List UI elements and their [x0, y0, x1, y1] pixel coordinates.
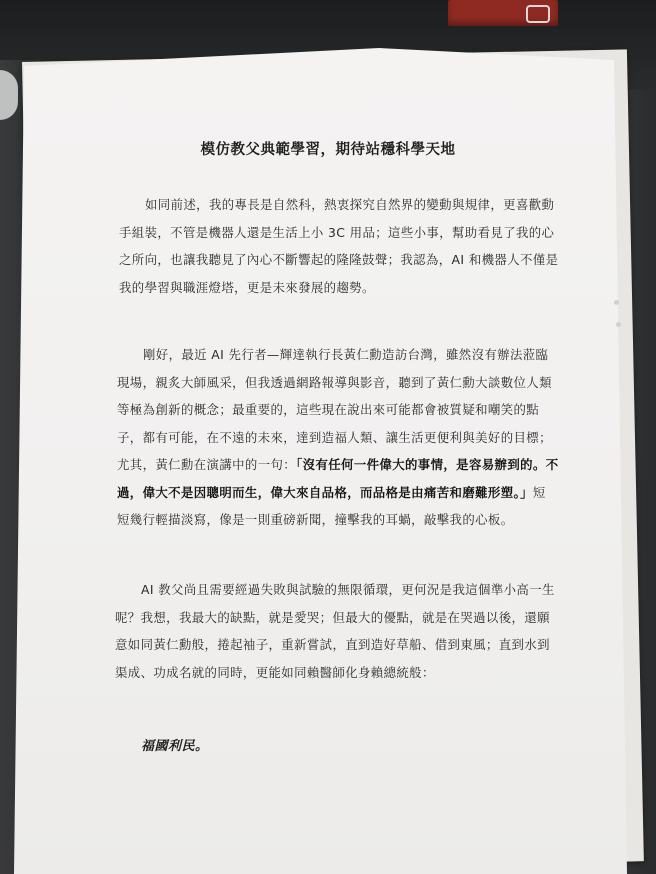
paper-hole-mark	[616, 322, 621, 327]
closing-line: 福國利民。	[141, 739, 209, 754]
paragraph-line: 子，都有可能，在不遠的未來，達到造福人類、讓生活更便利與美好的目標；	[117, 429, 552, 445]
background-red-object	[448, 0, 558, 26]
paper-hole-mark	[614, 300, 619, 305]
paragraph-line: 如同前述，我的專長是自然科，熱衷探究自然界的變動與規律，更喜歡動	[145, 197, 555, 212]
paragraph-line: 手組裝，不管是機器人還是生活上小 3C 用品；這些小事，幫助看見了我的心	[119, 224, 555, 240]
paragraph-line: AI 教父尚且需要經過失敗與試驗的無限循環，更何況是我這個準小高一生	[141, 582, 555, 597]
quote-text: 「沒有任何一件偉大的事情，是容易辦到的。不	[296, 457, 559, 472]
paragraph-line: 意如同黃仁勳般，捲起袖子，重新嘗試，直到造好草船、借到東風；直到水到	[115, 637, 550, 652]
paragraph-line-with-quote	[117, 451, 558, 479]
paragraph-line: 等極為創新的概念；最重要的，這些現在說出來可能都會被質疑和嘲笑的點	[117, 402, 540, 417]
paragraph-line-with-quote	[117, 479, 558, 507]
paragraph-line: 短幾行輕描淡寫，像是一則重磅新聞，撞擊我的耳蝸，敲擊我的心板。	[117, 512, 514, 527]
paragraph-text: 尤其，黃仁勳在演講中的一句：	[117, 457, 297, 472]
paragraph-line: 剛好，最近 AI 先行者—輝達執行長黃仁勳造訪台灣，雖然沒有辦法蒞臨	[143, 347, 549, 362]
paragraph-1	[119, 191, 558, 301]
paragraph-line: 現場，親炙大師風采，但我透過網路報導與影音，聽到了黃仁勳大談數位人類	[117, 374, 552, 390]
paragraph-line: 渠成、功成名就的同時，更能如同賴醫師化身賴總統般：	[115, 664, 435, 680]
paragraph-2	[117, 341, 558, 534]
document-title: 模仿教父典範學習，期待站穩科學天地	[200, 142, 456, 158]
paragraph-text: 短	[532, 484, 546, 500]
paragraph-line: 之所向，也讓我聽見了內心不斷響起的隆隆鼓聲；我認為，AI 和機器人不僅是	[119, 252, 559, 267]
paragraph-line: 呢？我想，我最大的缺點，就是愛哭；但最大的優點，就是在哭過以後，還願	[115, 609, 550, 625]
paragraph-3	[115, 576, 555, 686]
paragraph-line: 我的學習與職涯燈塔，更是未來發展的趨勢。	[119, 279, 375, 295]
quote-text: 過，偉大不是因聰明而生，偉大來自品格，而品格是由痛苦和磨難形塑。」	[117, 484, 533, 500]
